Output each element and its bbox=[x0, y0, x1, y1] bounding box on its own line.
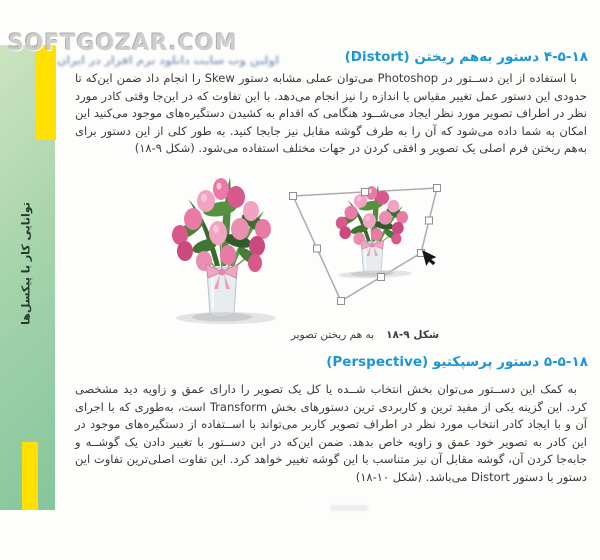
watermark-subtext: اولین وب سایت دانلود نرم افزار در ایران bbox=[57, 54, 279, 67]
bouquet-distort-graphic bbox=[75, 167, 590, 325]
figure-illustration bbox=[75, 167, 590, 325]
chapter-title-vertical: توانایی کار با پیکسل‌ها bbox=[19, 202, 33, 325]
sidebar-yellow-tab-top bbox=[35, 46, 56, 140]
paragraph-distort: با استفاده از این دســتور در Photoshop می‌توان عملی مشابه دستور Skew را انجام داد ضمن این‌که تا حدودی این دستور عمل تغییر مقیاس یا اندازه را نیز انجام می‌دهد. با این تفاوت که در این‌جا وقتی کادر مورد نظر در اطراف تصویر مورد نظر ایجاد می‌شــود هنگامی که اقدام به کشیدن دستگیره‌های موجود می‌کنید این امکان به شما داده می‌شود که آن را به طرف گوشه مقابل نیز جابجا کنید. به طور کلی از این دستور برای به‌هم ریختن فرم اصلی یک تصویر و افقی کردن در جهات مختلف استفاده می‌شود. (شکل ۹-۱۸) bbox=[75, 71, 587, 155]
paragraph-perspective: به کمک این دســتور می‌توان بخش انتخاب شــده یا کل یک تصویر را دارای عمق و زاویه دید مشخصی کرد. این گزینه یکی از مفید ترین و کاربردی ترین دستورهای بخش Transform است، به‌طوری که با اجرای آن و با ایجاد کادر انتخاب مورد نظر در اطراف تصویر کاربر می‌تواند با اســتفاده از دستگیره‌های موجود در این کادر به تصویر خود عمق و زاویه خاص بدهد. ضمن این‌که در این دســتور با تغییر دادن یک گوشــه و جابه‌جا کردن آن، گوشه مقابل آن نیز متناسب با این گوشه تغییر خواهد کرد. این تفاوت اصلی‌ترین تفاوت این دستور با دستور Distort می‌باشد. (شکل ۱۰-۱۸) bbox=[75, 382, 587, 484]
figure-caption-title: به هم ریختن تصویر bbox=[290, 329, 375, 341]
sidebar-yellow-tab-bottom bbox=[22, 442, 38, 510]
figure-caption bbox=[250, 329, 480, 341]
section-heading-perspective: ۵-۵-۱۸ دستور پرسپکتیو (Perspective) bbox=[326, 354, 588, 370]
figure-caption-label: شکل ۹-۱۸ bbox=[386, 329, 440, 341]
section-heading-distort: ۴-۵-۱۸ دستور به‌هم ریختن (Distort) bbox=[344, 49, 588, 65]
bouquet-original-image bbox=[172, 177, 276, 324]
scan-artifact bbox=[330, 505, 368, 511]
watermark-logo: SOFTGOZAR.COM bbox=[8, 31, 238, 56]
cursor-arrow-icon bbox=[422, 250, 436, 266]
